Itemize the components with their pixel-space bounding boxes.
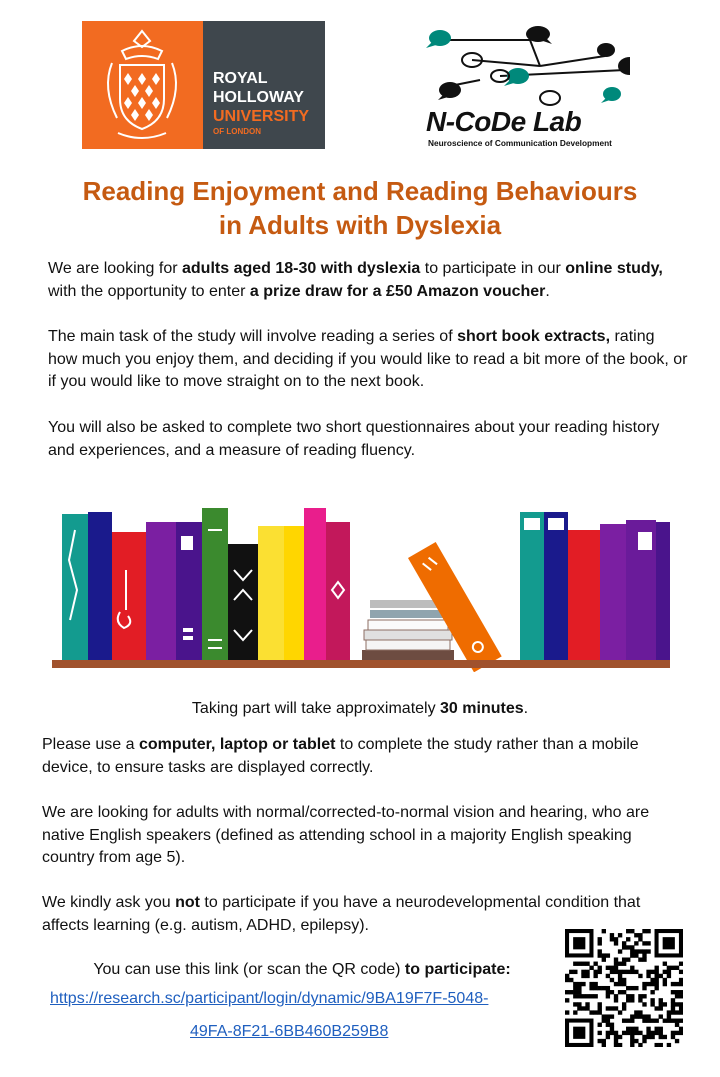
exclusion-bold: not: [175, 894, 200, 911]
page-title: [40, 174, 680, 242]
bookshelf-illustration: [48, 500, 674, 672]
duration-text-2: .: [523, 700, 529, 717]
rh-name-line3: UNIVERSITY: [213, 108, 310, 125]
eligibility-text: We are looking for adults with normal/corrected-to-normal vision and hearing, who are native English speakers (defined as attending school in a majority English speaking country from age 5).: [42, 804, 650, 866]
rh-name-line4: OF LONDON: [213, 127, 261, 136]
royal-holloway-logo: [82, 21, 325, 149]
title-line2: in Adults with Dyslexia: [218, 210, 502, 240]
task-paragraph: [48, 326, 688, 394]
participate-link-line1[interactable]: https://research.sc/participant/login/dynamic/9BA19F7F-5048-: [50, 990, 489, 1007]
link-intro-bold: to participate:: [404, 961, 511, 978]
intro-bold-2: online study,: [565, 260, 663, 277]
intro-text-3: with the opportunity to enter: [48, 282, 250, 300]
eligibility-paragraph: [42, 802, 682, 870]
task-text-1: The main task of the study will involve reading a series of: [48, 328, 458, 345]
questionnaire-paragraph: [48, 417, 688, 462]
exclusion-text-1: We kindly ask you: [42, 894, 176, 911]
duration-text: [0, 698, 720, 721]
device-text-1: Please use a: [42, 736, 139, 753]
ncode-lab-logo: [420, 18, 630, 153]
device-bold: computer, laptop or tablet: [138, 736, 336, 753]
rh-crest-panel: [82, 21, 203, 149]
participate-link-line2[interactable]: 49FA-8F21-6BB460B259B8: [190, 1023, 389, 1040]
device-text-2: to complete the study rather than a mobile device, to ensure tasks are displayed correctly.: [42, 736, 639, 776]
intro-text-2: to participate in our: [420, 260, 566, 277]
questionnaire-text: You will also be asked to complete two short questionnaires about your reading history and experiences, and a measure of reading fluency.: [48, 419, 660, 459]
qr-code-icon[interactable]: [565, 929, 683, 1047]
intro-text-1: We are looking for: [48, 260, 182, 277]
intro-bold-3: a prize draw for a £50 Amazon voucher: [249, 282, 546, 300]
intro-text-4: .: [545, 282, 550, 300]
link-intro-text-1: You can use this link (or scan the QR code): [93, 961, 405, 978]
ncode-subtitle: Neuroscience of Communication Development: [428, 138, 612, 148]
device-paragraph: [42, 734, 682, 779]
intro-bold-1: adults aged 18-30 with dyslexia: [182, 260, 421, 277]
link-intro-text: [42, 959, 562, 982]
duration-text-1: Taking part will take approximately: [191, 700, 441, 717]
intro-paragraph: [48, 258, 688, 303]
duration-bold: 30 minutes: [440, 700, 524, 717]
rh-name-line1: ROYAL: [213, 70, 268, 87]
exclusion-text-2: to participate if you have a neurodevelopmental condition that affects learning (e.g. autism, ADHD, epilepsy).: [42, 894, 641, 934]
title-line1: Reading Enjoyment and Reading Behaviours: [82, 176, 638, 206]
task-text-2: rating how much you enjoy them, and deciding if you would like to read a bit more of the book, or if you would like to move straight on to the next book.: [48, 328, 688, 390]
crest-icon: [82, 21, 203, 149]
rh-text-panel: [203, 21, 325, 149]
task-bold-1: short book extracts,: [457, 328, 611, 345]
ncode-title: N-CoDe Lab: [426, 106, 582, 137]
speech-network-icon: [420, 18, 630, 108]
rh-name-line2: HOLLOWAY: [213, 89, 304, 106]
